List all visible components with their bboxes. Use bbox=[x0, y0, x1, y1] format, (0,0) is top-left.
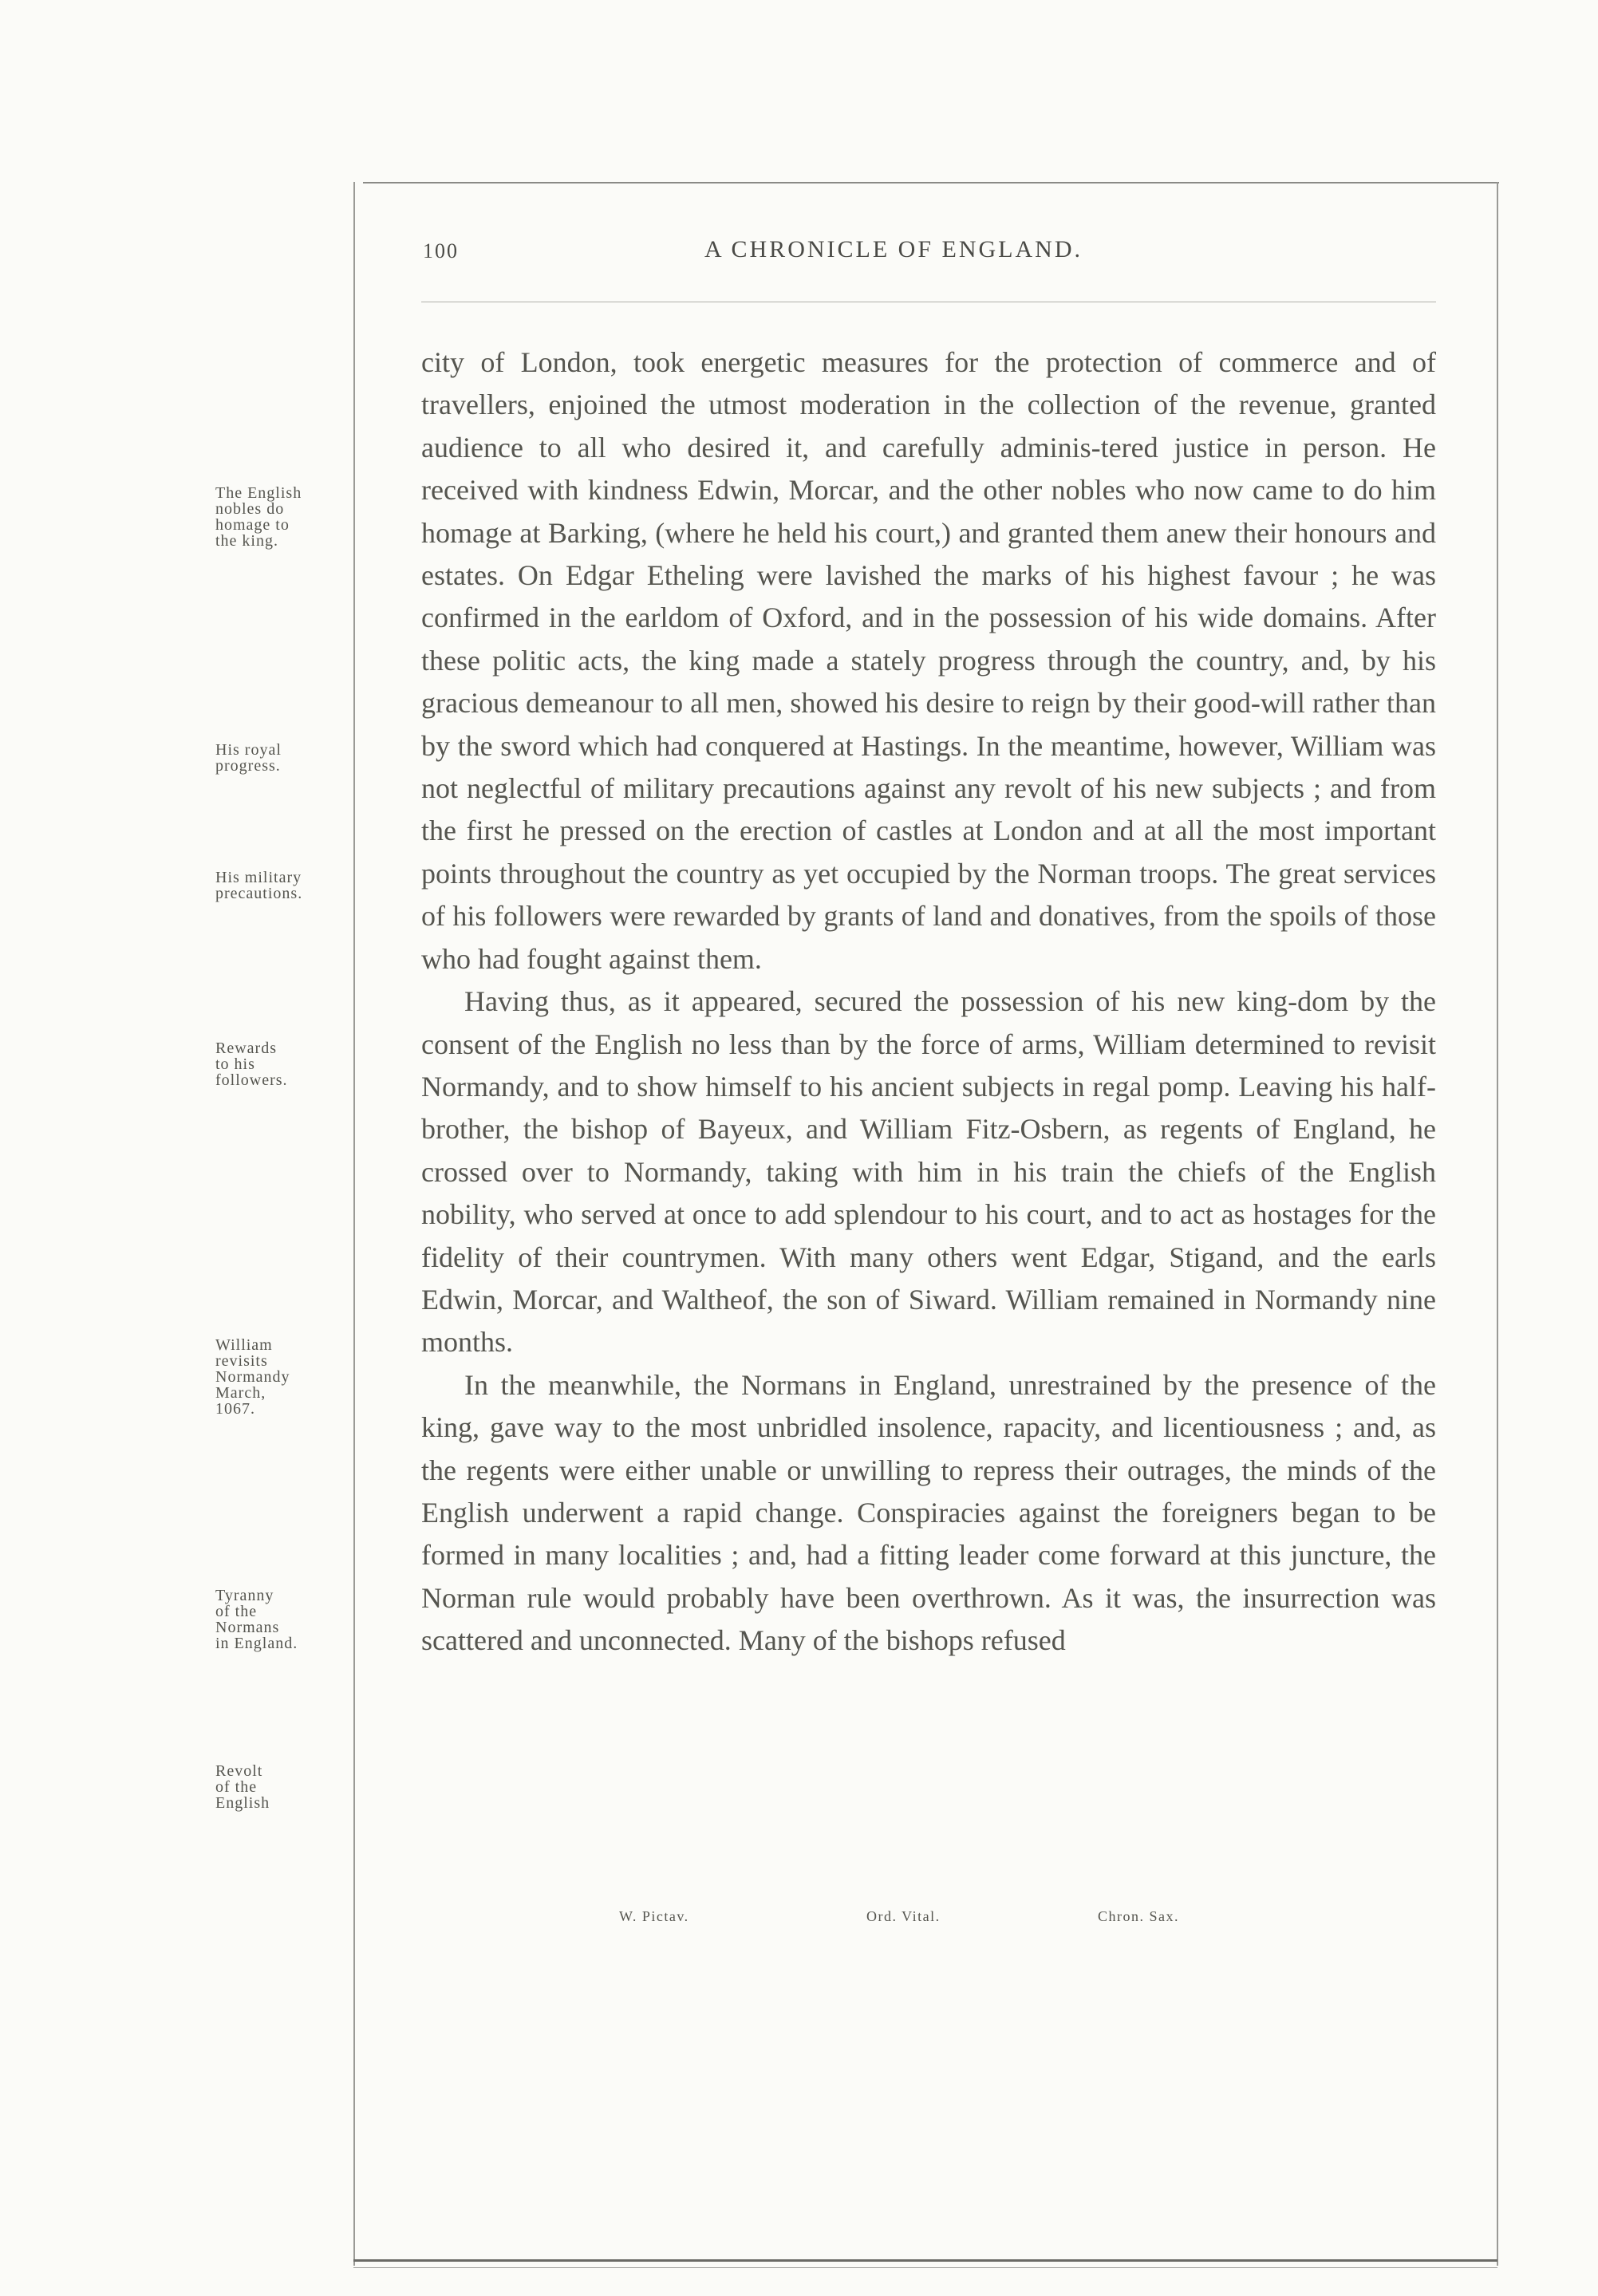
running-title: A CHRONICLE OF ENGLAND. bbox=[704, 236, 1083, 262]
paragraph: Having thus, as it appeared, secured the possession of his new king-dom by the consent of the English no less than by the force of arms, William determined to revisit Normandy, and to show himself to his ancient subjects in regal pomp. Leaving his half-brother, the bishop of Bayeux, and William Fitz-Osbern, as regents of England, he crossed over to Normandy, taking with him in his train the chiefs of the English nobility, who served at once to add splendour to his court, and to act as hostages for the fidelity of their countrymen. With many others went Edgar, Stigand, and the earls Edwin, Morcar, and Waltheof, the son of Siward. William remained in Normandy nine months. bbox=[421, 985, 1436, 1359]
paragraph: city of London, took energetic measures for the protection of commerce and of travellers, enjoined the utmost moderation in the collection of the revenue, granted audience to all who desired it, and carefully adminis-tered justice in person. He received with kindness Edwin, Morcar, and the other nobles who now came to do him homage at Barking, (where he held his court,) and granted them anew their honours and estates. On Edgar Etheling were lavished the marks of his highest favour ; he was confirmed in the earldom of Oxford, and in the possession of his wide domains. After these politic acts, the king made a stately progress through the country, and, by his gracious demeanour to all men, showed his desire to reign by their good-will rather than by the sword which had conquered at Hastings. In the meantime, however, William was not neglectful of military precautions against any revolt of his new subjects ; and from the first he pressed on the erection of castles at London and at all the most important points throughout the country as yet occupied by the Norman troops. The great services of his followers were rewarded by grants of land and donatives, from the spoils of those who had fought against them. bbox=[421, 346, 1436, 975]
side-note: His royal progress. bbox=[215, 741, 282, 775]
page-frame-bottom-rule-thin bbox=[353, 2267, 1497, 2268]
page-frame-bottom-rule bbox=[353, 2259, 1497, 2262]
side-note: Tyranny of the Normans in England. bbox=[215, 1587, 298, 1652]
paragraph: In the meanwhile, the Normans in England, unrestrained by the presence of the king, gave way to the most unbridled insolence, rapacity, and licentiousness ; and, as the regents were either unable or unwilling to repress their outrages, the minds of the English underwent a rapid change. Conspiracies against the foreigners began to be formed in many localities ; and, had a fitting leader come forward at this juncture, the Norman rule would probably have been overthrown. As it was, the insurrection was scattered and unconnected. Many of the bishops refused bbox=[421, 1368, 1436, 1657]
side-note: Rewards to his followers. bbox=[215, 1040, 288, 1089]
side-note: Revolt of the English bbox=[215, 1762, 270, 1812]
page-frame-top-rule bbox=[363, 182, 1499, 183]
body-text bbox=[421, 341, 1436, 1663]
footnote-source: Chron. Sax. bbox=[1098, 1908, 1179, 1924]
side-note: His military precautions. bbox=[215, 869, 303, 902]
side-note: William revisits Normandy March, 1067. bbox=[215, 1336, 290, 1418]
page-frame-left-rule bbox=[353, 182, 355, 2266]
side-note: The English nobles do homage to the king. bbox=[215, 484, 302, 550]
footnote-source: Ord. Vital. bbox=[866, 1908, 941, 1924]
page-number: 100 bbox=[423, 239, 459, 262]
footnote-source: W. Pictav. bbox=[619, 1908, 689, 1924]
page-frame-right-rule bbox=[1497, 182, 1498, 2266]
